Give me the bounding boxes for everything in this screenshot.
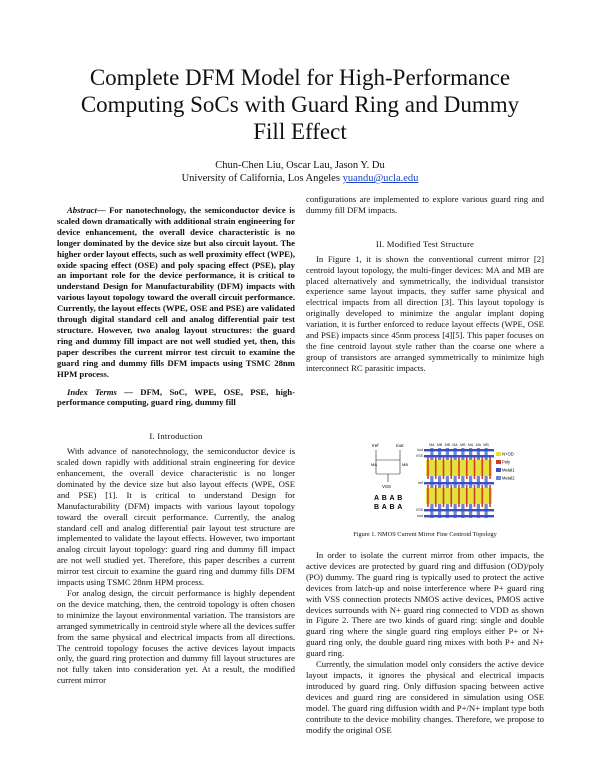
poly-finger xyxy=(489,485,491,507)
finger-label: MB xyxy=(436,443,443,447)
poly-finger xyxy=(474,485,476,507)
section-1-heading: I. Introduction xyxy=(149,431,203,442)
index-terms xyxy=(57,387,295,409)
finger-label: MA xyxy=(467,443,474,447)
finger-label: MA xyxy=(475,443,482,447)
abstract-text: — For nanotechnology, the semiconductor device is scaled down dramatically with additional strain engineering for device enhancement, the overall device characteristic is no longer dominated by the device size but also circuit layout. The higher order layout effects, such as well proximity effect (WPE), oxide spacing effect (OSE) and poly spacing effect (PSE), play an important role for the device performance, it is critical to understand Design for Manufacturability (DFM) impacts with various layout topology toward the overall circuit performance. Currently, the layout effects (WPE, OSE and PSE) are validated through digital standard cell and analog differential pair test structure. However, two analog layout structures: the guard ring and dummy fill impact are not well studied yet, then, this paper describes the current mirror test circuit to examine the guard ring and dummy fills DFM impacts using TSMC 28nm HPM process. xyxy=(57,205,295,379)
section-2-heading: II. Modified Test Structure xyxy=(375,238,475,249)
right-column-top xyxy=(306,194,544,374)
current-mirror-schematic xyxy=(376,450,400,482)
finger-label: MB xyxy=(444,443,451,447)
figure-1-layout-diagram xyxy=(370,436,520,528)
author-affiliation xyxy=(60,172,540,185)
legend-swatch-metal1 xyxy=(496,468,501,472)
metal1-rail xyxy=(424,449,494,451)
metal1-rail xyxy=(424,515,494,517)
schematic-ma-label: MA xyxy=(371,462,377,467)
poly-finger xyxy=(443,457,445,479)
layout-area xyxy=(416,443,494,518)
rail-label: Iout xyxy=(417,448,423,453)
schematic-iout-label: Iout xyxy=(396,443,404,448)
metal1-rail xyxy=(424,482,494,484)
poly-finger xyxy=(435,457,437,479)
section-2-paragraph-1: In Figure 1, it is shown the conventional current mirror [2] centroid layout topology, the multi-finger devices: MA and MB are placed alternatively and symmetrically, the individual transistor experience same layout impacts, they suffer same physical and electrical impacts from all direction [3]. This layout topology is originally developed to minimize the angular implant doping variation, it is further enforced to reduce layout effects (WPE, OSE and PSE) impacts since 45nm process [4][5]. This paper focuses on the fine centroid layout style rather than the coarse one where a group of transistors are arranged symmetrically to minimize high interconnect RC parasitic impacts. xyxy=(306,253,544,373)
legend-swatch-metal2 xyxy=(496,476,501,480)
poly-finger xyxy=(474,457,476,479)
title-line-2: Computing SoCs with Guard Ring and Dummy xyxy=(80,92,520,117)
finger-label: MA xyxy=(452,443,458,447)
metal1-rail xyxy=(424,509,494,511)
finger-label: MB xyxy=(483,443,489,447)
index-terms-text: — DFM, SoC, WPE, OSE, PSE, high-performance computing, guard ring, dummy fill xyxy=(57,386,295,408)
index-terms-label: Index Terms xyxy=(67,386,117,397)
section-2-paragraph-2: In order to isolate the current mirror from other impacts, the active devices are protected by guard ring and diffusion (OD)/poly (PO) dummy. The guard ring is typically used to protect the active devices from latch-up and noise interference where P+ guard ring with VSS connection protects NMOS active devices, PMOS active devices surrounds with N+ guard ring connected to VDD as shown in Figure 2. There are two kinds of guard ring: single and double guard ring where the single guard ring employs either P+ or N+ guard ring only, the double guard ring mixes with both P+ and N+ guard ring. xyxy=(306,550,544,659)
title-line-1: Complete DFM Model for High-Performance xyxy=(89,65,511,90)
poly-finger xyxy=(466,485,468,507)
section-1-paragraph-2: For analog design, the circuit performance is highly dependent on the device matching, then, the centroid topology is often chosen to minimize the layout environmental variation. The transistors are arranged symmetrically in centroid style where all the devices suffer from the same physical and electrical impacts from all directions. The centroid topology focuses the active devices layout impacts only, the guard ring protection and dummy fill layout structures are not fully taken into consideration yet. At a result, the modified current mirror xyxy=(57,588,295,686)
legend-swatch-poly xyxy=(496,460,501,464)
section-2-paragraph-3: Currently, the simulation model only considers the active device layout impacts, it ignores the physical and electrical impacts introduced by guard ring. Only diffusion spacing between active devices and guard ring are considered in simulation using OSE model. The guard ring diffusion width and P+/N+ implant type both contribute to the device mobility changes. Therefore, we propose to modify the original OSE xyxy=(306,659,544,735)
rail-label: Iref xyxy=(417,481,423,486)
schematic-vss-label: VSS xyxy=(382,484,392,489)
poly-finger xyxy=(443,485,445,507)
author-block xyxy=(60,159,540,185)
poly-finger xyxy=(466,457,468,479)
right-intro-continued: configurations are implemented to explore various guard ring and dummy fill DFM impacts. xyxy=(306,194,544,215)
legend-label-od: N+OD xyxy=(502,451,514,457)
legend-label-metal1: Metal1 xyxy=(502,467,515,473)
pattern-row-1: A B A B xyxy=(374,495,403,502)
rail-label: Iout xyxy=(417,514,423,519)
schematic-iref-label: Iref xyxy=(372,443,379,448)
poly-finger xyxy=(458,485,460,507)
poly-finger xyxy=(450,457,452,479)
figure-1-caption: Figure 1. NMOS Current Mirror Fine Centroid Topology xyxy=(353,531,497,538)
legend-label-metal2: Metal2 xyxy=(502,475,515,481)
poly-finger xyxy=(427,485,429,507)
affiliation-text: University of California, Los Angeles xyxy=(181,173,340,184)
schematic-mb-label: MB xyxy=(402,462,408,467)
finger-label: MA xyxy=(429,443,435,447)
poly-finger xyxy=(458,457,460,479)
legend-swatch-od xyxy=(496,452,501,456)
rail-label: VSS xyxy=(415,508,423,513)
poly-finger xyxy=(435,485,437,507)
author-email-link[interactable]: yuandu@ucla.edu xyxy=(342,173,419,184)
abstract xyxy=(57,205,295,380)
right-column-bottom xyxy=(306,550,544,735)
rail-label: VSS xyxy=(415,454,423,459)
pattern-row-2: B A B A xyxy=(374,504,403,511)
poly-finger xyxy=(481,485,483,507)
title-line-3: Fill Effect xyxy=(253,119,347,144)
legend-label-poly: Poly xyxy=(502,459,511,465)
poly-finger xyxy=(489,457,491,479)
poly-finger xyxy=(481,457,483,479)
poly-finger xyxy=(450,485,452,507)
abstract-label: Abstract xyxy=(67,205,97,215)
metal1-rail xyxy=(424,455,494,457)
left-column xyxy=(57,205,295,686)
section-1-paragraph-1: With advance of nanotechnology, the semiconductor device is scaled down rapidly with additional strain engineering for device enhancement, the overall device characteristic is no longer dominated by the device size but also layout effects (WPE, OSE and PSE) [1]. It is critical to understand Design for Manufacturability (DFM) impacts with various layout topology toward the overall circuit performance. Currently, the analog standard cell and analog differential pair layout test structure are implemented to validate the layout effects. However, two important analog circuit layout topology: guard ring and dummy fill impact are not well studied yet. Therefore, this paper describes a current mirror test circuit to examine the guard ring and dummy fills DFM impacts using TSMC 28nm HPM process. xyxy=(57,446,295,588)
finger-label: MB xyxy=(460,443,466,447)
figure-legend xyxy=(496,452,515,481)
poly-finger xyxy=(427,457,429,479)
author-names: Chun-Chen Liu, Oscar Lau, Jason Y. Du xyxy=(215,160,385,171)
paper-title xyxy=(40,64,560,145)
